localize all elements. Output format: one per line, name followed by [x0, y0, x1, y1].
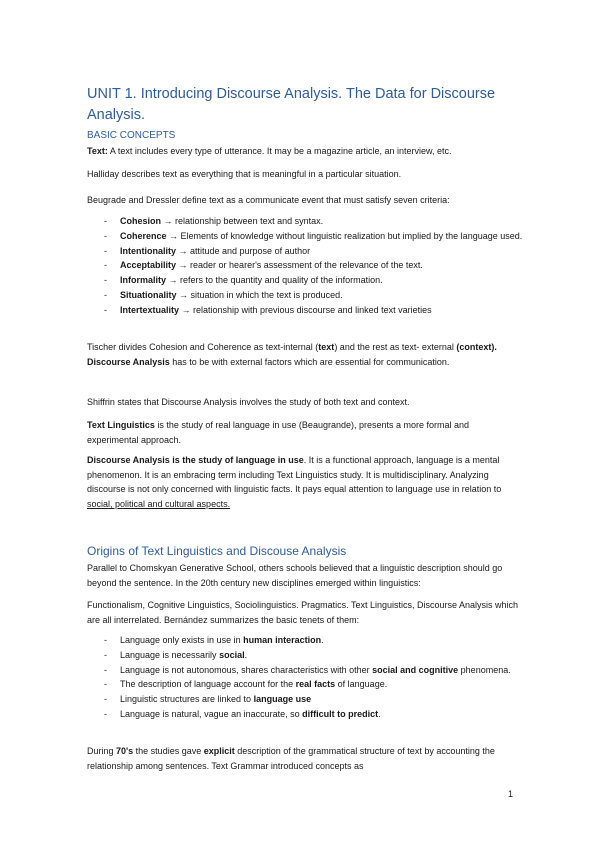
criterion-desc: → Elements of knowledge without linguistic realization but implied by the language used. — [166, 230, 523, 241]
bold-run: Text Linguistics — [87, 420, 155, 430]
bold-run: difficult to predict — [302, 708, 379, 719]
tischer-paragraph — [87, 340, 522, 369]
text-run: the studies gave — [133, 746, 204, 756]
origins-paragraph-1: Parallel to Chomskyan Generative School, others schools believed that a linguistic description should go beyond the sentence. In the 20th century new disciplines emerged within linguistics: — [87, 563, 503, 588]
text-run: Language only exists in use in — [120, 635, 244, 645]
text-run: Linguistic structures are linked to — [120, 694, 254, 705]
page-number: 1 — [508, 789, 514, 799]
list-item: - Acceptability → reader or hearer's assessment of the relevance of the text. — [104, 260, 423, 271]
bold-run: social — [219, 649, 245, 660]
criterion-desc: → situation in which the text is produced. — [176, 289, 343, 300]
list-item: - Situationality → situation in which the text is produced. — [104, 289, 343, 300]
during-paragraph — [87, 744, 522, 773]
beaugrade-paragraph: Beugrade and Dressler define text as a communicate event that must satisfy seven criteria: — [87, 195, 450, 205]
tenets-list — [87, 633, 527, 722]
bold-run: Discourse Analysis is the study of language in use — [87, 455, 304, 465]
text-run: description of the grammatical structure of text by accounting the relationship among sentences. Text Grammar introduced concepts as — [87, 746, 495, 771]
text-run: Language is natural, vague an inaccurate, so — [120, 708, 303, 719]
criteria-list — [87, 214, 527, 318]
text-run: phenomena. — [458, 664, 511, 675]
text-run: . — [321, 635, 324, 645]
text-run: is the study of real language in use (Beaugrande), presents a more formal and experimental approach. — [87, 420, 470, 445]
basic-concepts-heading: BASIC CONCEPTS — [87, 130, 176, 141]
criterion-desc: → relationship with previous discourse and linked text varieties — [179, 304, 432, 315]
bold-run: real facts — [295, 679, 336, 690]
halliday-paragraph: Halliday describes text as everything that is meaningful in a particular situation. — [87, 169, 402, 179]
criterion-desc: → attitude and purpose of author — [176, 245, 311, 256]
list-item: - Language is not autonomous, shares characteristics with other social and cognitive phenomena. — [104, 664, 511, 675]
criterion-desc: → relationship between text and syntax. — [161, 216, 324, 226]
text-run: Language is necessarily — [120, 649, 220, 660]
bold-run: text — [318, 342, 335, 352]
list-item: - Intertextuality → relationship with previous discourse and linked text varieties — [104, 304, 432, 315]
criterion-term: Acceptability — [120, 260, 177, 271]
list-item: - Intentionality → attitude and purpose of author — [104, 245, 311, 256]
list-item: - Language only exists in use in human interaction. — [104, 635, 324, 645]
page-title: UNIT 1. Introducing Discourse Analysis. The Data for Discourse Analysis. — [87, 86, 496, 123]
list-item: - Informality → refers to the quantity and quality of the information. — [104, 275, 383, 286]
text-run: . — [244, 649, 248, 660]
text-run: of language. — [335, 679, 388, 690]
list-item: - Language is natural, vague an inaccurate, so difficult to predict. — [104, 708, 381, 719]
text-definition-body: A text includes every type of utterance. It may be a magazine article, an interview, etc. — [107, 146, 452, 156]
text-run: . It is a functional approach, language is a mental phenomenon. It is an embracing term including Text Linguistics study. It is multidisciplinary. Analyzing discourse is not only concerned with linguistic facts. It pays equal attention to language use in relation to — [87, 455, 502, 495]
bold-run: language use — [253, 694, 312, 705]
text-linguistics-paragraph — [87, 418, 522, 447]
text-run: . — [378, 708, 381, 719]
bold-run: human interaction — [243, 635, 322, 645]
criterion-desc: → reader or hearer's assessment of the relevance of the text. — [176, 260, 423, 271]
criterion-term: Intentionality — [120, 245, 176, 256]
bold-run: social and cognitive — [372, 664, 459, 675]
list-item: - Cohesion → relationship between text and syntax. — [104, 216, 324, 226]
criterion-term: Coherence — [120, 230, 167, 241]
bold-run: (context). Discourse Analysis — [87, 342, 497, 367]
text-run: During — [87, 746, 117, 756]
underlined-run: social, political and cultural aspects. — [87, 498, 231, 509]
text-run: ) and the rest as text- external — [334, 342, 457, 352]
list-item: - Coherence → Elements of knowledge without linguistic realization but implied by the language used. — [104, 230, 523, 241]
list-item: - Language is necessarily social. — [104, 649, 248, 660]
text-run: The description of language account for the — [120, 679, 296, 690]
criterion-term: Situationality — [120, 289, 177, 300]
list-item: - Linguistic structures are linked to language use — [104, 694, 312, 705]
text-label: Text: — [87, 146, 108, 156]
criterion-desc: → refers to the quantity and quality of the information. — [166, 275, 383, 286]
text-definition — [87, 144, 522, 159]
criterion-term: Cohesion — [120, 216, 162, 226]
criterion-term: Informality — [120, 275, 167, 286]
text-run: Tischer divides Cohesion and Coherence as text-internal ( — [87, 342, 319, 352]
criterion-term: Intertextuality — [120, 304, 180, 315]
discourse-analysis-paragraph — [87, 453, 522, 511]
bold-run: 70's — [116, 746, 134, 756]
list-item: - The description of language account for the real facts of language. — [104, 679, 388, 690]
text-run: has to be with external factors which are essential for communication. — [169, 356, 450, 367]
shiffrin-paragraph: Shiffrin states that Discourse Analysis involves the study of both text and context. — [87, 397, 410, 407]
text-run: Language is not autonomous, shares characteristics with other — [120, 664, 373, 675]
origins-paragraph-2: Functionalism, Cognitive Linguistics, Sociolinguistics. Pragmatics. Text Linguistics, Discourse Analysis which are all interrelated. Bernández summarizes the basic tenets of them: — [87, 600, 519, 625]
origins-heading: Origins of Text Linguistics and Discouse Analysis — [87, 544, 347, 558]
bold-run: explicit — [203, 746, 235, 756]
